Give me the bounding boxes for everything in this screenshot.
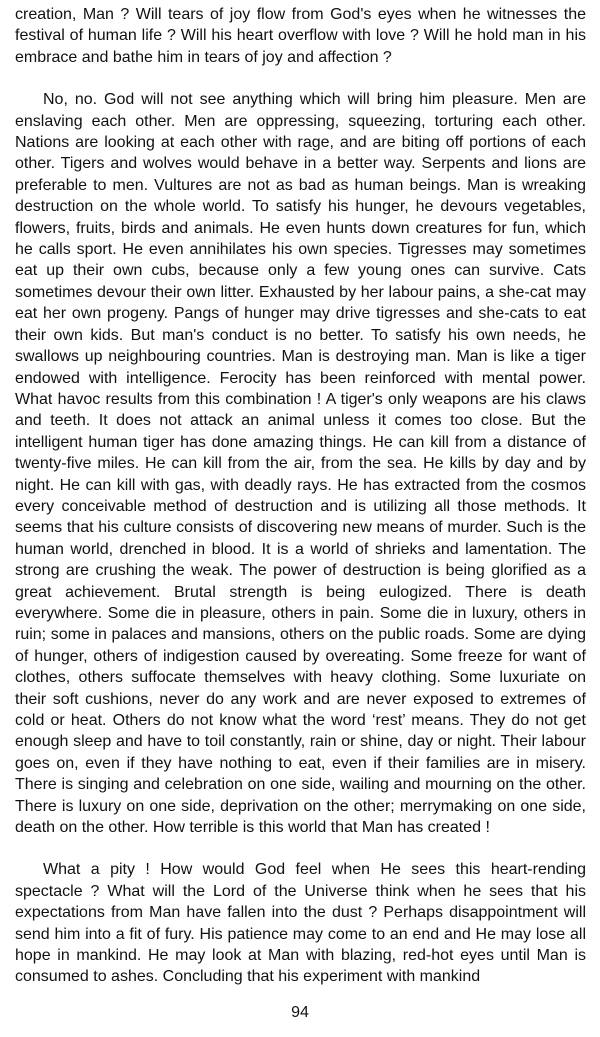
- paragraph-2: No, no. God will not see anything which will bring him pleasure. Men are enslaving each other. Men are oppressing, squeezing, torturing each other. Nations are looking at each other with rage, and are biting off portions of each other. Tigers and wolves would behave in a better way. Serpents and lions are preferable to men. Vultures are not as bad as human beings. Man is wreaking destruction on the whole world. To satisfy his hunger, he devours vegetables, flowers, fruits, birds and animals. He even hunts down creatures for fun, which he calls sport. He even annihilates his own species. Tigresses may sometimes eat up their own cubs, because only a few young ones can survive. Cats sometimes devour their own litter. Exhausted by her labour pains, a she-cat may eat her own progeny. Pangs of hunger may drive tigresses and she-cats to eat their own kids. But man's conduct is no better. To satisfy his own needs, he swallows up neighbouring countries. Man is destroying man. Man is like a tiger endowed with intelligence. Ferocity has been reinforced with mental power. What havoc results from this combination ! A tiger's only weapons are his claws and teeth. It does not attack an animal unless it comes too close. But the intelligent human tiger has done amazing things. He can kill from a distance of twenty-five miles. He can kill from the air, from the sea. He kills by day and by night. He can kill with gas, with deadly rays. He has extracted from the cosmos every conceivable method of destruction and is utilizing all those methods. It seems that his culture consists of discovering new means of murder. Such is the human world, drenched in blood. It is a world of shrieks and lamentation. The strong are crushing the weak. The power of destruction is being glorified as a great achievement. Brutal strength is being eulogized. There is death everywhere. Some die in pleasure, others in pain. Some die in luxury, others in ruin; some in palaces and mansions, others on the public roads. Some are dying of hunger, others of indigestion caused by overeating. Some freeze for want of clothes, others suffocate themselves with heavy clothing. Some luxuriate on their soft cushions, never do any work and are never exposed to extremes of cold or heat. Others do not know what the word ‘rest’ means. They do not get enough sleep and have to toil constantly, rain or shine, day or night. Their labour goes on, even if they have nothing to eat, even if their families are in misery. There is singing and celebration on one side, wailing and mourning on the other. There is luxury on one side, deprivation on the other; merrymaking on one side, death on the other. How terrible is this world that Man has created !: [15, 91, 586, 837]
- paragraph-3: What a pity ! How would God feel when He sees this heart-rending spectacle ? What will the Lord of the Universe think when he sees that his expectations from Man have fallen into the dust ? Perhaps disappointment will send him into a fit of fury. His patience may come to an end and He may lose all hope in mankind. He may look at Man with blazing, red-hot eyes until Man is consumed to ashes. Concluding that his experiment with mankind: [15, 861, 586, 986]
- page-number: 94: [291, 1004, 309, 1021]
- paragraph-gap: [15, 838, 586, 859]
- paragraph-1: creation, Man ? Will tears of joy flow from God's eyes when he witnesses the festival of human life ? Will his heart overflow with love ? Will he hold man in his embrace and bathe him in tears of joy and affection ?: [15, 6, 586, 66]
- page-body: [15, 4, 586, 988]
- paragraph-gap: [15, 68, 586, 89]
